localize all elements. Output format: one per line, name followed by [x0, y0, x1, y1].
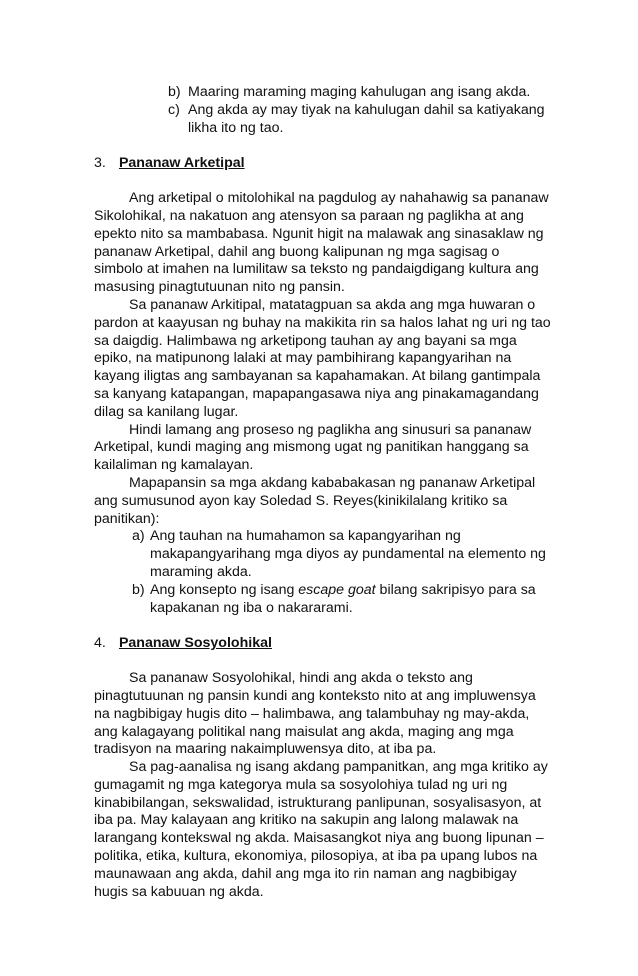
list-marker: b): [168, 84, 181, 100]
text-run: bilang sakripisyo para sa kapakanan ng iba o nakararami.: [150, 581, 536, 616]
paragraph: Ang arketipal o mitolohikal na pagdulog ay nahahawig sa pananaw Sikolohikal, na nakatuon ang atensyon sa paraan ng paglikha at ang epekto nito sa mambabasa. Ngunit higit na malawak ang sinasaklaw ng pananaw Arketipal, dahil ang buong kalipunan ng mga sagisag o simbolo at imahen na lumilitaw sa teksto ng pandaigdigang kultura ang masusing pinagtutuunan nito ng pansin.: [94, 190, 549, 296]
list-item: [94, 582, 552, 618]
list-item-text: Ang akda ay may tiyak na kahulugan dahil sa katiyakang likha ito ng tao.: [188, 101, 545, 136]
section-number: 4.: [94, 635, 106, 652]
paragraph: Mapapansin sa mga akdang kababakasan ng pananaw Arketipal ang sumusunod ayon kay Soledad S. Reyes(kinikilalang kritiko sa panitikan):: [94, 474, 536, 527]
list-marker: a): [132, 528, 145, 545]
paragraph: Sa pananaw Sosyolohikal, hindi ang akda o teksto ang pinagtutuunan ng pansin kundi ang konteksto nito at ang impluwensya na nagbibigay hugis dito – halimbawa, ang talambuhay ng may-akda, ang kalagayang politikal nang maisulat ang akda, maging ang mga tradisyon na maaring nakaimpluwensya dito, at iba pa.: [94, 670, 536, 758]
paragraph: Hindi lamang ang proseso ng paglikha ang sinusuri sa pananaw Arketipal, kundi maging ang mismong ugat ng panitikan hanggang sa kailaliman ng kamalayan.: [94, 421, 532, 474]
list-item-text: Maaring maraming maging kahulugan ang isang akda.: [188, 84, 531, 100]
emphasis-text: escape goat: [298, 581, 376, 598]
list-item: [94, 102, 552, 138]
list-item: [94, 528, 552, 581]
list-marker: c): [168, 101, 180, 118]
section-heading-3: [94, 155, 552, 173]
section-number: 3.: [94, 155, 106, 172]
list-item: [94, 84, 552, 102]
list-marker: b): [132, 581, 145, 598]
paragraph: Sa pananaw Arkitipal, matatagpuan sa akda ang mga huwaran o pardon at kaayusan ng buhay na makikita rin sa halos lahat ng uri ng tao sa daigdig. Halimbawa ng arketipong tauhan ay ang bayani sa mga epiko, na matipunong lalaki at may pambihirang kapangyarihan na kayang iligtas ang sambayanan sa kapahamakan. At bilang gantimpala sa kanyang katapangan, mapapangasawa niya ang pinakamagandang dilag sa kanilang lugar.: [94, 296, 551, 420]
text-run: Ang konsepto ng isang: [150, 581, 299, 598]
list-item-text: [150, 582, 552, 618]
section-title: Pananaw Sosyolohikal: [118, 635, 272, 652]
section-title: Pananaw Arketipal: [118, 155, 245, 172]
section-heading-4: [94, 635, 552, 653]
document-page: [94, 84, 552, 901]
list-item-text: Ang tauhan na humahamon sa kapangyarihan ng makapangyarihang mga diyos ay pundamental na elemento ng maraming akda.: [150, 528, 546, 580]
paragraph: Sa pag-aanalisa ng isang akdang pampanitkan, ang mga kritiko ay gumagamit ng mga kategorya mula sa sosyolohiya tulad ng uri ng kinabibilangan, sekswalidad, istrukturang panlipunan, sosyalisasyon, at iba pa. May kalayaan ang kritiko na sakupin ang lalong malawak na larangang kontekswal ng akda. Maisasangkot niya ang buong lipunan – politika, etika, kultura, ekonomiya, pilosopiya, at iba pa upang lubos na maunawaan ang akda, dahil ang mga ito rin naman ang nagbibigay hugis sa kabuuan ng akda.: [94, 759, 548, 900]
